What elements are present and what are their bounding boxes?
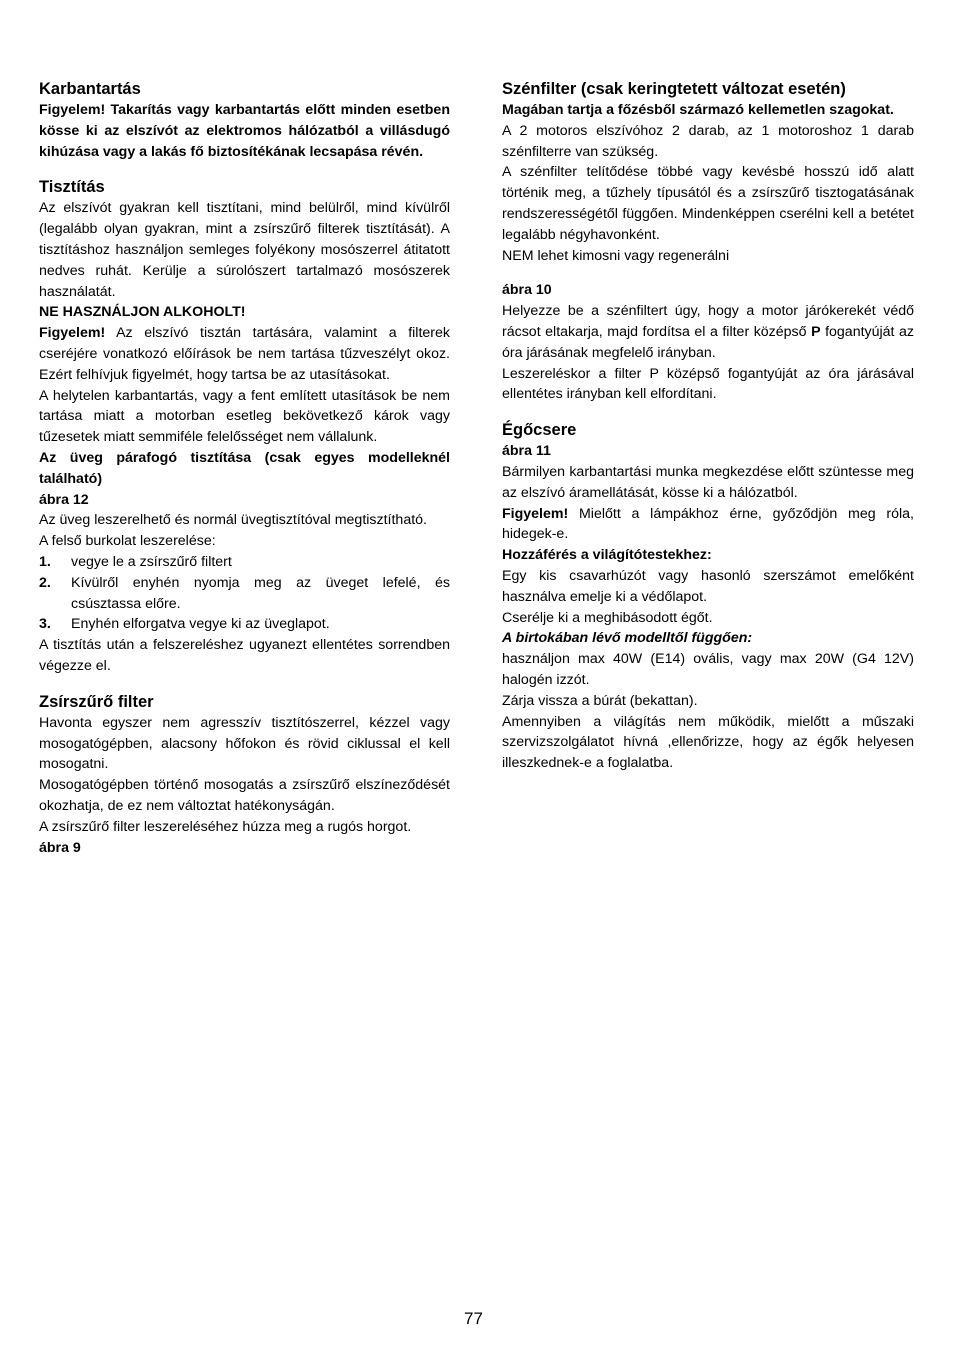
warning-label: Figyelem! xyxy=(39,325,106,342)
warning-label: Figyelem! xyxy=(502,505,569,522)
figure-ref-11: ábra 11 xyxy=(502,443,551,460)
cleaning-warning xyxy=(39,323,450,385)
heading-szenfilter: Szénfilter (csak keringtetett változat esetén) xyxy=(502,80,846,98)
page-number: 77 xyxy=(464,1309,483,1328)
no-alcohol-notice: NE HASZNÁLJON ALKOHOLT! xyxy=(39,304,246,321)
heading-tisztitas: Tisztítás xyxy=(39,178,105,197)
left-column xyxy=(39,78,450,858)
list-item: 1. vegye le a zsírszűrő filtert xyxy=(39,553,232,570)
bulb-paragraph-6: Amennyiben a világítás nem működik, mielőtt a műszaki szervizszolgálatot hívná ,ellenőrizze, hogy az égők helyesen illeszkednek-e a foglalatba. xyxy=(502,713,914,772)
warning-text: Az elszívó tisztán tartására, valamint a filterek cseréjére vonatkozó előírások be nem tartása tűzveszélyt okoz. Ezért felhívjuk figyelmét, hogy tartsa be az utasításokat. xyxy=(39,325,450,383)
carbon-filter-paragraph-4: Helyezze be a szénfiltert úgy, hogy a motor járókerekét védő rácsot eltakarja, majd fordítsa el a filter középső P fogantyúját az óra járásának megfelelő irányban. xyxy=(502,303,914,361)
bulb-paragraph-3: Cserélje ki a meghibásodott égőt. xyxy=(502,609,713,626)
removal-steps xyxy=(39,552,450,635)
access-heading: Hozzáférés a világítótestekhez: xyxy=(502,547,712,564)
bulb-warning xyxy=(502,504,914,546)
warning-text: Mielőtt a lámpákhoz érne, győződjön meg róla, hidegek-e. xyxy=(502,505,914,543)
carbon-filter-paragraph-1: A 2 motoros elszívóhoz 2 darab, az 1 motoroshoz 1 darab szénfilterre van szükség. xyxy=(502,122,914,160)
carbon-filter-paragraph-2: A szénfilter telítődése többé vagy kevésbé hosszú idő alatt történik meg, a tűzhely típusától és a zsírszűrő tisztogatásának rendszerességétől függően. Mindenképpen cserélni kell a betétet legalább négyhavonként. xyxy=(502,164,914,243)
reassembly-paragraph: A tisztítás után a felszereléshez ugyanezt ellentétes sorrendben végezze el. xyxy=(39,637,450,674)
maintenance-warning: Figyelem! Takarítás vagy karbantartás előtt minden esetben kösse ki az elszívót az elektromos hálózatból a villásdugó kihúzása vagy a lakás fő biztosítékának lecsapása révén. xyxy=(39,102,450,160)
grease-filter-paragraph-1: Havonta egyszer nem agresszív tisztítószerrel, kézzel vagy mosogatógépben, alacsony hőfokon és rövid ciklussal el kell mosogatni. xyxy=(39,714,450,773)
grease-filter-paragraph-2: Mosogatógépben történő mosogatás a zsírszűrő elszíneződését okozhatja, de ez nem változtat hatékonyságán. xyxy=(39,777,450,814)
cleaning-paragraph-1: Az elszívót gyakran kell tisztítani, mind belülről, mind kívülről (legalább olyan gyakran, mint a zsírszűrő filterek tisztítását). A tisztításhoz használjon semleges folyékony mosószerrel átitatott nedves ruhát. Kerülje a súrolószert tartalmazó mosószerek használatát. xyxy=(39,200,450,300)
bulb-paragraph-5: Zárja vissza a búrát (bekattan). xyxy=(502,692,698,709)
heading-karbantartas: Karbantartás xyxy=(39,80,141,98)
glass-paragraph: Az üveg leszerelhető és normál üvegtisztítóval megtisztítható. xyxy=(39,512,427,529)
model-heading: A birtokában lévő modelltől függően: xyxy=(502,630,753,647)
right-column xyxy=(502,78,914,774)
grease-filter-paragraph-3: A zsírszűrő filter leszereléséhez húzza meg a rugós horgot. xyxy=(39,818,412,835)
carbon-filter-paragraph-5: Leszereléskor a filter P középső fogantyúját az óra járásával ellentétes irányban kell elfordítani. xyxy=(502,365,914,403)
bulb-paragraph-4: használjon max 40W (E14) ovális, vagy max 20W (G4 12V) halogén izzót. xyxy=(502,651,914,688)
cleaning-paragraph-2: A helytelen karbantartás, vagy a fent említett utasítások be nem tartása miatt a motorban esetleg bekövetkező károk vagy tűzesetek miatt semmiféle felelősséget nem vállalunk. xyxy=(39,387,450,446)
cover-removal-intro: A felső burkolat leszerelése: xyxy=(39,533,216,550)
carbon-filter-bold-line: Magában tartja a főzésből származó kellemetlen szagokat. xyxy=(502,102,894,118)
list-item: 2. Kívülről enyhén nyomja meg az üveget lefelé, és csúsztassa előre. xyxy=(39,574,450,612)
bulb-paragraph-2: Egy kis csavarhúzót vagy hasonló szerszámot emelőként használva emelje ki a védőlapot. xyxy=(502,567,914,605)
glass-cleaning-heading: Az üveg párafogó tisztítása (csak egyes modelleknél található) xyxy=(39,449,450,487)
list-item: 3. Enyhén elforgatva vegye ki az üveglapot. xyxy=(39,616,330,633)
figure-ref-10: ábra 10 xyxy=(502,282,552,299)
figure-ref-9: ábra 9 xyxy=(39,839,81,856)
heading-egocsere: Égőcsere xyxy=(502,421,577,440)
heading-zsirszuro: Zsírszűrő filter xyxy=(39,692,154,711)
bulb-paragraph-1: Bármilyen karbantartási munka megkezdése előtt szüntesse meg az elszívó áramellátását, kösse ki a hálózatból. xyxy=(502,463,914,501)
figure-ref-12: ábra 12 xyxy=(39,491,89,508)
carbon-filter-paragraph-3: NEM lehet kimosni vagy regenerálni xyxy=(502,247,730,264)
